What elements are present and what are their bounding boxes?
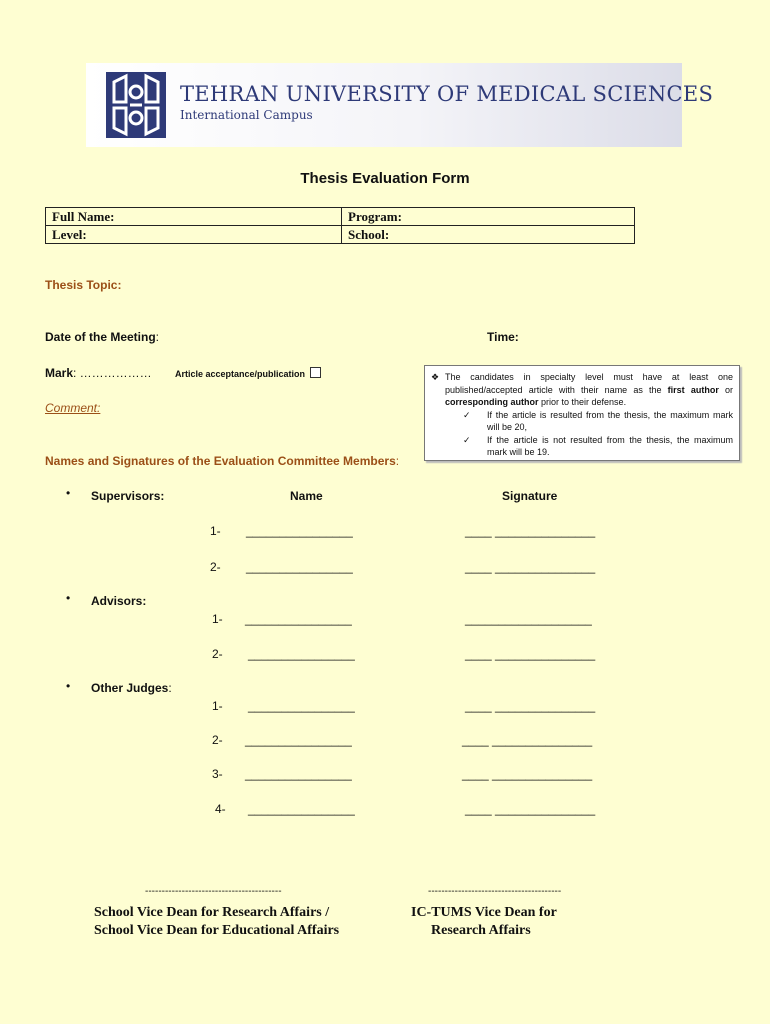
advisors-label: Advisors: [91, 594, 147, 608]
row-number: 2- [212, 733, 223, 747]
other-judges-text: Other Judges [91, 681, 169, 695]
bullet-icon: • [66, 486, 71, 500]
advisor-1-signature-line[interactable]: ___________________ [465, 612, 592, 626]
checkmark-icon: ✓ [463, 434, 471, 445]
diamond-bullet-icon: ❖ [431, 372, 440, 382]
university-name: TEHRAN UNIVERSITY OF MEDICAL SCIENCES [180, 82, 714, 106]
bullet-icon: • [66, 591, 71, 605]
article-acceptance-checkbox[interactable] [310, 367, 321, 378]
school-vice-dean-line-1: School Vice Dean for Research Affairs / [94, 905, 330, 920]
row-number: 1- [212, 612, 223, 626]
note-main-text [431, 371, 733, 409]
bullet-icon: • [66, 679, 71, 693]
row-number: 4- [215, 802, 226, 816]
note-item-text: If the article is resulted from the thesis, the maximum mark will be 20, [487, 409, 733, 432]
committee-heading-colon: : [395, 454, 400, 468]
ictums-vice-dean-line-2: Research Affairs [431, 923, 531, 938]
supervisor-2-signature-line[interactable]: ____ _______________ [465, 560, 596, 574]
judge-4-name-line[interactable]: ________________ [248, 802, 355, 816]
committee-heading-text: Names and Signatures of the Evaluation Committee Members [45, 454, 396, 468]
campus-name: International Campus [180, 108, 313, 122]
supervisor-1-name-line[interactable]: ________________ [246, 524, 353, 538]
school-field[interactable]: School: [342, 226, 635, 244]
school-vice-dean-line-2: School Vice Dean for Educational Affairs [94, 923, 340, 938]
left-signature-dash-line[interactable]: ----------------------------------------- [145, 886, 282, 897]
row-number: 2- [210, 560, 221, 574]
note-text-part: or [718, 384, 733, 395]
supervisors-label: Supervisors: [91, 489, 165, 503]
other-judges-label [91, 681, 172, 695]
signature-column-header: Signature [502, 489, 558, 503]
advisor-2-name-line[interactable]: ________________ [248, 647, 355, 661]
university-logo-icon [106, 72, 166, 138]
form-title: Thesis Evaluation Form [300, 170, 470, 187]
header-banner [86, 63, 714, 147]
other-judges-colon: : [168, 681, 172, 695]
student-info-table [45, 207, 635, 244]
comment-label: Comment: [45, 401, 101, 415]
ictums-vice-dean-line-1: IC-TUMS Vice Dean for [411, 905, 557, 920]
mark-field[interactable]: : ……………… [73, 366, 152, 380]
row-number: 1- [212, 699, 223, 713]
right-signature-dash-line[interactable]: ---------------------------------------- [428, 886, 562, 897]
checkmark-icon: ✓ [463, 409, 471, 420]
judge-2-name-line[interactable]: ________________ [245, 733, 352, 747]
row-number: 1- [210, 524, 221, 538]
meeting-date-colon: : [155, 330, 160, 344]
note-item-1 [431, 409, 733, 434]
time-label: Time: [487, 330, 519, 344]
row-number: 2- [212, 647, 223, 661]
note-item-2 [431, 434, 733, 459]
judge-4-signature-line[interactable]: ____ _______________ [465, 802, 596, 816]
judge-1-name-line[interactable]: ________________ [248, 699, 355, 713]
note-text-part: prior to their defense. [538, 397, 627, 407]
ictums-vice-dean-title [411, 904, 557, 940]
level-field[interactable]: Level: [46, 226, 342, 244]
row-number: 3- [212, 767, 223, 781]
supervisor-1-signature-line[interactable]: ____ _______________ [465, 524, 596, 538]
judge-3-signature-line[interactable]: ____ _______________ [462, 767, 593, 781]
name-column-header: Name [290, 489, 323, 503]
advisor-1-name-line[interactable]: ________________ [245, 612, 352, 626]
note-item-text: If the article is not resulted from the thesis, the maximum mark will be 19. [487, 434, 733, 457]
note-corresponding-author: corresponding author [445, 397, 539, 407]
note-text-part: The candidates in specialty level must have at least one published/accepted article with their name as the [445, 372, 733, 395]
article-acceptance-label: Article acceptance/publication [175, 369, 306, 379]
program-field[interactable]: Program: [342, 208, 635, 226]
thesis-topic-label: Thesis Topic: [45, 278, 122, 292]
full-name-field[interactable]: Full Name: [46, 208, 342, 226]
meeting-date-label: Date of the Meeting [45, 330, 156, 344]
article-requirement-note [424, 365, 740, 461]
committee-heading [45, 454, 399, 468]
school-vice-dean-title [94, 904, 339, 940]
meeting-date-row [45, 330, 159, 344]
judge-2-signature-line[interactable]: ____ _______________ [462, 733, 593, 747]
mark-label: Mark [45, 366, 74, 380]
note-first-author: first author [667, 384, 719, 395]
judge-1-signature-line[interactable]: ____ _______________ [465, 699, 596, 713]
advisor-2-signature-line[interactable]: ____ _______________ [465, 647, 596, 661]
mark-row [45, 366, 152, 380]
judge-3-name-line[interactable]: ________________ [245, 767, 352, 781]
supervisor-2-name-line[interactable]: ________________ [246, 560, 353, 574]
